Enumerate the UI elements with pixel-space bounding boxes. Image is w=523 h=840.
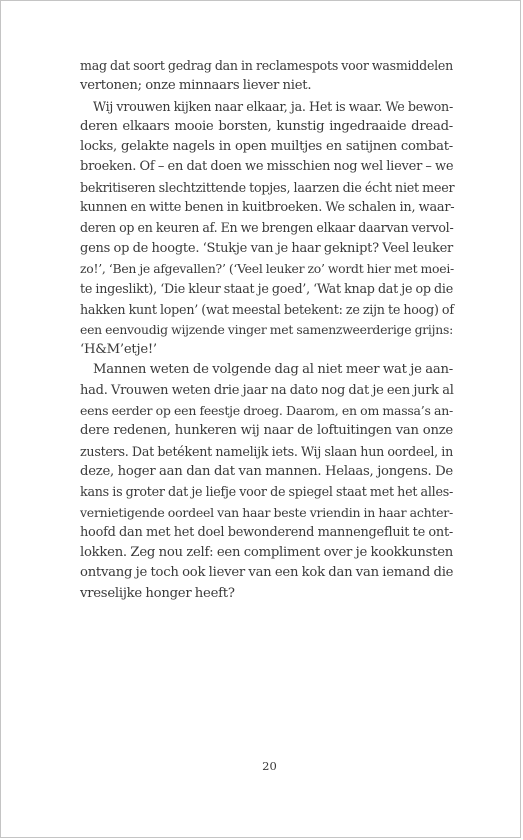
text-line: kunnen en witte benen in kuitbroeken. We schalen in, waar- [80, 200, 455, 216]
text-line: mag dat soort gedrag dan in reclamespots voor wasmiddelen [80, 58, 453, 73]
text-line: zo!’, ‘Ben je afgevallen?’ (‘Veel leuker zo’ wordt hier met moei- [80, 260, 454, 276]
text-line: zusters. Dat betékent namelijk iets. Wij slaan hun oordeel, in [80, 443, 453, 459]
text-line: Mannen weten de volgende dag al niet meer wat je aan- [93, 362, 453, 378]
text-line: vreselijke honger heeft? [80, 585, 235, 601]
text-line: hakken kunt lopen’ (wat meestal betekent: ze zijn te hoog) of [80, 301, 454, 317]
text-line: deze, hoger aan dan dat van mannen. Helaas, jongens. De [80, 463, 453, 479]
text-line: dere redenen, hunkeren wij naar de loftuitingen van onze [80, 423, 453, 439]
text-line: gens op de hoogte. ‘Stukje van je haar geknipt? Veel leuker [80, 240, 453, 256]
text-line: ontvang je toch ook liever van een kok dan van iemand die [80, 565, 454, 581]
text-line: broeken. Of – en dat doen we misschien nog wel liever – we [80, 159, 454, 175]
text-line: had. Vrouwen weten drie jaar na dato nog dat je een jurk al [80, 382, 454, 398]
text-line: te ingeslikt), ‘Die kleur staat je goed’, ‘Wat knap dat je op die [80, 281, 453, 297]
text-line: kans is groter dat je liefje voor de spiegel staat met het alles- [80, 484, 453, 500]
text-line: eens eerder op een feestje droeg. Daarom, en om massa’s an- [80, 403, 453, 419]
text-line: bekritiseren slechtzittende topjes, laarzen die écht niet meer [80, 179, 455, 195]
text-line: vertonen; onze minnaars liever niet. [80, 78, 312, 94]
page-number-container [1, 759, 520, 773]
text-line: hoofd dan met het doel bewonderend mannengefluit te ont- [80, 524, 453, 540]
text-line: ‘H&M’etje!’ [80, 342, 157, 358]
body-text [80, 56, 453, 604]
text-line: deren elkaars mooie borsten, kunstig ingedraaide dread- [80, 118, 453, 134]
text-line: Wij vrouwen kijken naar elkaar, ja. Het is waar. We bewon- [93, 98, 453, 114]
page-number: 20 [262, 759, 277, 773]
text-line: deren op en keuren af. En we brengen elkaar daarvan vervol- [80, 220, 454, 236]
text-line: vernietigende oordeel van haar beste vriendin in haar achter- [80, 504, 453, 520]
text-line: een eenvoudig wijzende vinger met samenzweerderige grijns: [80, 321, 453, 337]
text-line: locks, gelakte nagels in open muiltjes en satijnen combat- [80, 139, 453, 155]
text-line: lokken. Zeg nou zelf: een compliment over je kookkunsten [80, 545, 453, 561]
